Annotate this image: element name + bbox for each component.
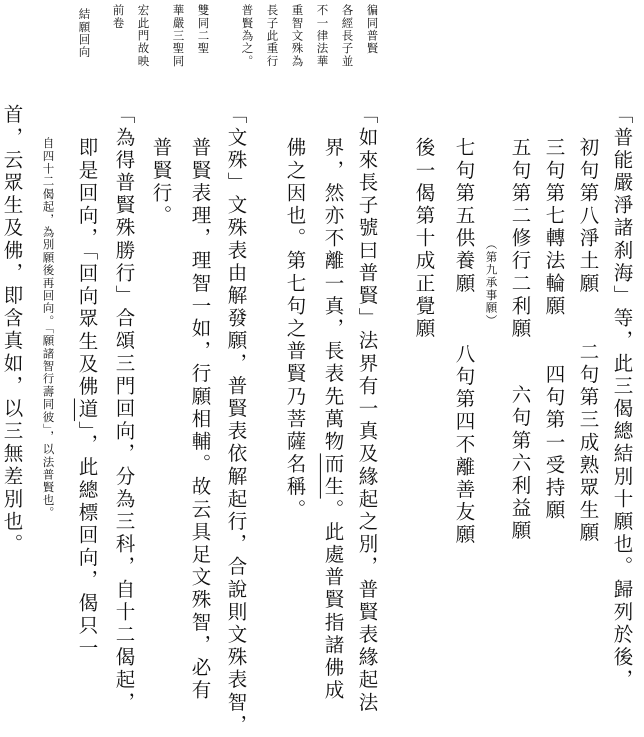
- margin-note-text: 前卷: [111, 4, 126, 30]
- margin-note-text: 華嚴三聖同: [171, 4, 186, 68]
- column-text: 即是回向，「回向眾生及佛: [75, 137, 99, 399]
- text-column-3: [544, 137, 564, 522]
- vow-note: [485, 238, 497, 327]
- annotation-text: 自四十二偈起，為別願後再回向。「願諸智行壽同彼」，以法普賢也。: [41, 137, 56, 520]
- vow-item-9: （第九承事願）: [484, 238, 499, 327]
- column-text: 首，云眾生及佛，即含真如，以三無差別也。: [0, 104, 24, 556]
- vow-item-2: 五句第二修行二利願: [508, 137, 532, 341]
- column-text: 「為得普賢殊勝行」合頌三門回向，分為三科，自十二偈起，: [112, 104, 136, 715]
- margin-note-9: [137, 4, 149, 68]
- column-text: 。此處普賢指諸佛成: [321, 498, 345, 703]
- margin-note-6: [241, 4, 253, 68]
- margin-note-text: 各經長子並: [340, 4, 355, 68]
- column-text: 」，此總標回向，偈只一: [75, 421, 99, 660]
- margin-note-5: [266, 4, 278, 68]
- text-column-6: [414, 137, 434, 340]
- column-text: 佛之因也。第七句之普賢乃菩薩名稱。: [283, 137, 307, 522]
- vow-item-8: 初句第八淨土願: [576, 137, 600, 296]
- text-column-11: [190, 137, 210, 702]
- margin-note-8: [172, 4, 184, 68]
- text-column-4: [510, 137, 530, 543]
- text-column-10: [226, 104, 246, 737]
- column-text: 普賢表理，理智一如，行願相輔。故云具足文殊智，必有: [188, 137, 212, 702]
- vow-item-1: 四句第一受持願: [542, 363, 566, 523]
- column-text: 「如來長子號曰普賢」法界有一真及緣起之別，普賢表緣起法: [355, 104, 379, 715]
- margin-note-7: [197, 4, 209, 55]
- underlined-text: 而生: [321, 453, 345, 499]
- vow-item-4: 八句第四不離善友願: [452, 343, 476, 547]
- margin-note-4: [291, 4, 303, 68]
- annotation-column: [42, 137, 54, 519]
- margin-note-text: 不一律法華: [315, 4, 330, 68]
- text-column-5: [454, 137, 474, 547]
- text-column-12: [151, 137, 171, 227]
- underlined-text: 道: [75, 398, 99, 422]
- column-text: 界，然亦不離一真，長表先萬物: [321, 137, 345, 454]
- margin-note-text: 重智文殊為: [290, 4, 305, 68]
- column-text: 普賢行。: [149, 137, 173, 228]
- text-column-1: [612, 104, 632, 692]
- margin-note-2: [341, 4, 353, 68]
- vow-item-10: 後一偈第十成正覺願: [412, 137, 436, 341]
- margin-note-text: 普賢為之。: [240, 4, 255, 68]
- vow-item-7: 三句第七轉法輪願: [542, 137, 566, 318]
- column-text: 「普能嚴淨諸刹海」等，此三偈總結別十願也。歸列於後，: [610, 104, 634, 692]
- margin-note-10: [112, 4, 124, 29]
- text-column-2: [578, 137, 598, 545]
- margin-note-1: [366, 4, 378, 55]
- margin-note-text: 長子此重行: [265, 4, 280, 68]
- text-column-13: [114, 104, 134, 714]
- text-column-8: [323, 137, 343, 702]
- vow-item-6: 六句第六利益願: [508, 384, 532, 543]
- margin-note-text: 宏此門故映: [136, 4, 151, 68]
- text-column-15: [2, 104, 22, 556]
- text-column-7: [357, 104, 377, 714]
- margin-note-text: 徧同普賢: [365, 4, 380, 55]
- text-column-9: [285, 137, 305, 521]
- text-column-14: [77, 137, 97, 660]
- column-text: 「文殊」文殊表由解發願，普賢表依解起行，合說則文殊表智，: [224, 104, 248, 737]
- vow-item-5: 七句第五供養願: [452, 137, 476, 296]
- margin-note-text: 結願回向: [77, 8, 92, 59]
- margin-note-3: [316, 4, 328, 68]
- section-heading-note: [78, 8, 90, 59]
- margin-note-text: 雙同二聖: [196, 4, 211, 55]
- vow-item-3: 二句第三成熟眾生願: [576, 341, 600, 545]
